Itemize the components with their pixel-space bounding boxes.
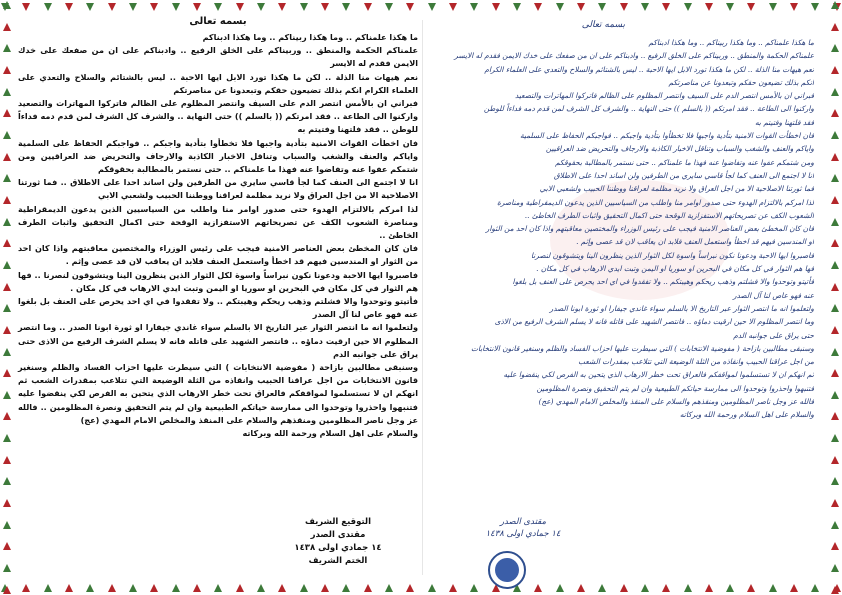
border-ornament (830, 0, 840, 10)
border-ornament (2, 152, 12, 162)
border-ornament (469, 583, 479, 593)
border-ornament (768, 2, 778, 12)
border-ornament (256, 2, 266, 12)
border-ornament (746, 583, 756, 593)
signature-line: مقتدى الصدر (310, 530, 366, 540)
border-ornament (746, 2, 756, 12)
border-ornament (213, 2, 223, 12)
border-ornament (830, 325, 840, 335)
border-ornament (384, 583, 394, 593)
border-ornament (299, 2, 309, 12)
border-ornament (2, 238, 12, 248)
border-ornament (597, 583, 607, 593)
border-ornament (427, 583, 437, 593)
border-ornament (2, 325, 12, 335)
border-ornament (830, 347, 840, 357)
border-ornament (43, 2, 53, 12)
border-ornament (704, 583, 714, 593)
border-ornament (830, 585, 840, 595)
handwritten-line: لذا امركم بالالتزام الهدوء حتى صدور اوامر منا واطلب من السياسيين الذين يدعون الديمقراطية ومناصرة (497, 197, 814, 207)
border-ornament (2, 108, 12, 118)
border-ornament (830, 390, 840, 400)
page-divider (422, 20, 423, 575)
border-ornament (107, 2, 117, 12)
border-ornament (2, 87, 12, 97)
typed-paragraph: فان كان المخطئ بعض العناصر الامنية فيجب على رئيس الوزراء والمختصين معاقبتهم واذا كان احد من الثوار او المندسين فيهم قد اخطأ واستعمل العنف فلابد ان يعاقب لان قد عصى وإثم . (18, 243, 418, 267)
border-ornament (2, 303, 12, 313)
border-ornament (830, 498, 840, 508)
handwritten-line: من اجل عراقنا الحبيب وانقاذه من الثلة الوضيعة التي تتلاعب بمقدرات الشعب (578, 357, 814, 367)
border-ornament (213, 583, 223, 593)
handwritten-letter (428, 16, 820, 581)
typed-paragraph: ولتعلموا انه ما انتصر الثوار عبر التاريخ الا بالسلم سواء غاندي جيفارا او ثورة ابونا الصدر .. وما انتصر المظلوم الا حين ارقيت دماؤه .. فانتصر الشهيد على قاتله فانه لا يسلم الشرف الرفيع من الاذى حتى يراق على جوانبه الدم (18, 322, 418, 359)
border-ornament (725, 583, 735, 593)
border-ornament (2, 347, 12, 357)
border-ornament (469, 2, 479, 12)
border-ornament (192, 583, 202, 593)
border-ornament (830, 217, 840, 227)
handwritten-line: علمناكم الحكمة والمنطق .. وربيناكم على الخلق الرفيع .. وادبناكم على ان من صفعك على خدك الايمن فقدم له الايسر (454, 51, 814, 61)
border-ornament (2, 173, 12, 183)
border-ornament (2, 433, 12, 443)
border-ornament (2, 43, 12, 53)
border-ornament (64, 583, 74, 593)
bottom-border (0, 581, 842, 595)
handwritten-line: فان كان المخطئ بعض العناصر الامنية فيجب على رئيس الوزراء والمختصين معاقبتهم واذا كان احد من الثوار (485, 224, 814, 234)
signature-line: ١٤ جمادي اولى ١٤٣٨ (485, 529, 561, 539)
border-ornament (2, 282, 12, 292)
handwritten-line: فأتيتو وتوحدوا والا فشلتم وذهب ريحكم وهيبتكم .. ولا تفقدوا في اي احد يحرص على العنف بل بلغوا (512, 277, 814, 287)
border-ornament (2, 368, 12, 378)
border-ornament (43, 583, 53, 593)
handwritten-line: ما هكذا علمناكم .. وما هكذا ربيناكم .. وما هكذا ادبناكم (648, 38, 814, 47)
handwritten-line: او المندسين فيهم قد اخطأ واستعمل العنف فلابد ان يعاقب لان قد عصى وإثم . (576, 237, 814, 247)
border-ornament (619, 2, 629, 12)
signature-line: مقتدى الصدر (499, 517, 547, 527)
border-ornament (64, 2, 74, 12)
border-ornament (830, 22, 840, 32)
border-ornament (830, 368, 840, 378)
border-ornament (2, 217, 12, 227)
border-ornament (661, 583, 671, 593)
border-ornament (640, 2, 650, 12)
border-ornament (363, 583, 373, 593)
border-ornament (491, 2, 501, 12)
border-ornament (2, 563, 12, 573)
border-ornament (555, 2, 565, 12)
typed-paragraph: لذا امركم بالالتزام الهدوء حتى صدور اوامر منا واطلب من السياسيين الذين يدعون الديمقراطية ومناصرة الشعوب الكف عن تصريحاتهم الاستفزازية الوقحة حتى اكمال التحقيق واثبات الطرف الخاطئ .. (18, 203, 418, 241)
border-ornament (2, 0, 12, 10)
border-ornament (427, 2, 437, 12)
typed-letter (18, 16, 418, 581)
border-ornament (830, 65, 840, 75)
handwritten-line: فها هم الثوار في كل مكان في البحرين او سوريا او اليمن وتبت ايدي الارهاب في كل مكان . (536, 264, 814, 274)
border-ornament (533, 2, 543, 12)
handwritten-line: الشعوب الكف عن تصريحاتهم الاستفزازية الوقحة حتى اكمال التحقيق واثبات الطرف الخاطئ .. (524, 210, 814, 220)
border-ornament (107, 583, 117, 593)
border-ornament (2, 390, 12, 400)
border-ornament (2, 585, 12, 595)
border-ornament (341, 2, 351, 12)
border-ornament (2, 520, 12, 530)
border-ornament (2, 195, 12, 205)
border-ornament (448, 583, 458, 593)
border-ornament (2, 260, 12, 270)
border-ornament (683, 583, 693, 593)
border-ornament (830, 173, 840, 183)
border-ornament (830, 43, 840, 53)
border-ornament (683, 2, 693, 12)
border-ornament (2, 455, 12, 465)
border-ornament (277, 583, 287, 593)
border-ornament (363, 2, 373, 12)
border-ornament (149, 583, 159, 593)
border-ornament (341, 583, 351, 593)
border-ornament (2, 22, 12, 32)
border-ornament (830, 541, 840, 551)
border-ornament (830, 260, 840, 270)
border-ornament (576, 2, 586, 12)
typed-heading: بسمه تعالى (189, 16, 247, 27)
border-ornament (320, 583, 330, 593)
handwritten-body (432, 36, 814, 422)
handwritten-line: انكم بذلك تضيعون حقكم وتبعدونا عن مناصرتكم (668, 77, 814, 87)
border-ornament (171, 2, 181, 12)
signature-line: ١٤ جمادي اولى ١٤٣٨ (294, 543, 382, 553)
border-ornament (171, 583, 181, 593)
border-ornament (21, 2, 31, 12)
handwritten-line: ومن شتمكم عفوا عنه وتفاضوا عنه فهذا ما علمناكم .. حتى نستمر بالمطالبة بحقوقكم (555, 157, 814, 167)
border-ornament (830, 195, 840, 205)
border-ornament (661, 2, 671, 12)
signature-line: التوقيع الشريف (304, 517, 372, 527)
border-ornament (619, 583, 629, 593)
typed-signature (268, 516, 408, 568)
border-ornament (2, 541, 12, 551)
border-ornament (830, 282, 840, 292)
typed-paragraph: وسنبقى مطالبين بازاحة ( مفوضية الانتخابات ) التي سيطرت عليها احزاب الفساد والظلم وسنغير قانون الانتخابات من اجل عراقنا الحبيب وانقاذه من الثلة الوضيعة التي تتلاعب بمقدرات الشعب ثم انهكم ان لا تستسلموا لمواقفكم فالعراق تحت خطر الارهاب الذي يتحين به الفرص لكي ينقضوا عليه فتنبهوا واحذروا وتوحدوا الى ممارسة حياتكم الطبيعية وان لم يتم التحقيق ونصرة المظلومين .. فالله عز وجل ناصر المظلومين ومنقذهم والسلام على المنقذ والمخلص الامام المهدي (عج) (18, 362, 418, 425)
border-ornament (768, 583, 778, 593)
border-ornament (149, 2, 159, 12)
typed-paragraph: فبراني ان بالأمس انتصر الدم على السيف وانتصر المظلوم على الظالم فاتركوا المهاترات والتصعيد واركنوا الى الطاعة .. فقد امرتكم (( بالسلم )) حتى النهاية .. والشرف كل الشرف لمن قدم دمه فداءاً للوطن .. فقد فلتهنا وفتيتم به (18, 98, 418, 135)
border-ornament (830, 520, 840, 530)
border-ornament (830, 476, 840, 486)
handwritten-line: ثم انهكم ان لا تستسلموا لمواقفكم فالعراق تحت خطر الارهاب الذي يتحين به الفرص لكي ينقضوا عليه (503, 370, 814, 380)
signature-line: الختم الشريف (308, 556, 368, 566)
border-ornament (235, 2, 245, 12)
border-ornament (2, 130, 12, 140)
border-ornament (320, 2, 330, 12)
typed-paragraph: علمناكم الحكمة والمنطق .. وربيناكم على الخلق الرفيع .. وادبناكم على ان من صفعك على خدك الايمن فقدم له الايسر (18, 45, 418, 69)
handwritten-line: انا لا اجتمع الى العنف كما لجأ قاسي سايري من الطرفين ولن اساند احدا على الاطلاق (553, 170, 814, 180)
border-ornament (555, 583, 565, 593)
top-border (0, 0, 842, 14)
handwritten-line: والسلام على اهل السلام ورحمة الله وبركاته (679, 410, 814, 420)
border-ornament (85, 2, 95, 12)
typed-paragraph: انا لا اجتمع الى العنف كما لجأ قاسي سايري من الطرفين ولن اساند احدا على الاطلاق .. فما ثورتنا الاصلاحية الا من اجل العراق ولا نريد مظلمة لعراقنا ووطننا الحبيب ولشعبي الابي (18, 177, 418, 201)
border-ornament (830, 130, 840, 140)
border-ornament (830, 411, 840, 421)
border-ornament (830, 433, 840, 443)
handwritten-line: فما ثورتنا الاصلاحية الا من اجل العراق ولا نريد مظلمة لعراقنا ووطننا الحبيب ولشعبي الابي (539, 184, 814, 194)
border-ornament (85, 583, 95, 593)
border-ornament (2, 411, 12, 421)
typed-paragraph: فأتيتو وتوحدوا والا فشلتم وذهب ريحكم وهيبتكم .. ولا تفقدوا في اي احد يحرص على العنف بل بلغوا عنه فهو عاص لنا آل الصدر (18, 296, 418, 320)
border-ornament (235, 583, 245, 593)
border-ornament (640, 583, 650, 593)
border-ornament (405, 583, 415, 593)
left-border (0, 0, 14, 595)
border-ornament (512, 2, 522, 12)
handwritten-line: واركنوا الى الطاعة .. فقد امرتكم (( بالسلم )) حتى النهاية .. والشرف كل الشرف لمن قدم دمه فداءاً للوطن (483, 104, 814, 114)
handwritten-line: فقد فلتهنا وفتيتم به (754, 117, 814, 127)
border-ornament (789, 2, 799, 12)
handwritten-line: نعم هيهات منا الذلة .. لكن ما هكذا تورد الابل ايها الاحبة .. ليس بالشتائم والسلاح والتعدي على العلماء الكرام (484, 64, 814, 74)
right-border (828, 0, 842, 595)
border-ornament (830, 455, 840, 465)
seal-stamp (488, 551, 526, 589)
border-ornament (576, 583, 586, 593)
border-ornament (704, 2, 714, 12)
typed-paragraph: والسلام على اهل السلام ورحمة الله وبركاته (242, 428, 418, 439)
border-ornament (299, 583, 309, 593)
border-ornament (725, 2, 735, 12)
handwritten-line: فان اخطأت القوات الامنية بتأدية واجبها فلا تخطأوا بتأدية واجبكم .. فواجبكم الحفاظ على السلمية (519, 131, 814, 141)
handwritten-line: فتنبهوا واحذروا وتوحدوا الى ممارسة حياتكم الطبيعية وان لم يتم التحقيق ونصرة المظلومين (536, 383, 814, 393)
handwritten-signature (468, 516, 578, 540)
handwritten-line: وسنبقى مطالبين بازاحة ( مفوضية الانتخابات ) التي سيطرت عليها احزاب الفساد والظلم وسنغير قانون الانتخابات (471, 343, 814, 353)
handwritten-line: فبراني ان بالأمس انتصر الدم على السيف وانتصر المظلوم على الظالم فاتركوا المهاترات والتصعيد (515, 91, 814, 101)
typed-body (18, 31, 418, 440)
handwritten-line: عنه فهو عاص لنا آل الصدر (732, 290, 814, 300)
handwritten-line: واياكم والعنف والشغب والسباب وتناقل الاخبار الكاذبة والارجاف والتحريض ضد العراقيين (545, 144, 814, 154)
border-ornament (810, 2, 820, 12)
border-ornament (830, 238, 840, 248)
handwritten-line: ولتعلموا انه ما انتصر الثوار عبر التاريخ الا بالسلم سواء غاندي جيفارا او ثورة ابونا الصدر (549, 303, 814, 313)
typed-paragraph: فاصبروا ايها الاحبة ودعونا نكون نبراساً واسوة لكل الثوار الذين ينظرون الينا ويتشوقون لنصرنا .. فها هم الثوار في كل مكان في البحرين او سوريا او اليمن وتبت ايدي الارهاب في كل مكان . (18, 269, 418, 293)
handwritten-line: حتى يراق على جوانبه الدم (733, 330, 814, 340)
border-ornament (830, 87, 840, 97)
border-ornament (830, 152, 840, 162)
border-ornament (2, 476, 12, 486)
border-ornament (810, 583, 820, 593)
border-ornament (448, 2, 458, 12)
border-ornament (21, 583, 31, 593)
typed-paragraph: فان اخطأت القوات الامنية بتأدية واجبها فلا تخطأوا بتأدية واجبكم .. فواجبكم الحفاظ على السلمية واياكم والعنف والشغب والسباب وتناقل الاخبار الكاذبة والارجاف والتحريض ضد العراقيين ومن شتمكم عفوا عنه وتفاضوا عنه فهذا ما علمناكم .. حتى نستمر بالمطالبة بحقوقكم (18, 137, 418, 175)
typed-paragraph: ما هكذا علمناكم .. وما هكذا ربيناكم .. وما هكذا ادبناكم (202, 32, 418, 42)
border-ornament (830, 563, 840, 573)
border-ornament (192, 2, 202, 12)
handwritten-heading: بسمه تعالى (581, 20, 625, 30)
typed-paragraph: نعم هيهات منا الذلة .. لكن ما هكذا تورد الابل ايها الاحبة .. ليس بالشتائم والسلاح والتعدي على العلماء الكرام انكم بذلك تضيعون حقكم وتبعدونا عن مناصرتكم (18, 71, 418, 95)
border-ornament (128, 583, 138, 593)
border-ornament (830, 108, 840, 118)
border-ornament (2, 65, 12, 75)
handwritten-line: فالله عز وجل ناصر المظلومين ومنقذهم والسلام على المنقذ والمخلص الامام المهدي (عج) (538, 397, 814, 407)
handwritten-line: فاصبروا ايها الاحبة ودعونا نكون نبراساً واسوة لكل الثوار الذين ينظرون الينا ويتشوقون لنصرنا (530, 250, 814, 260)
border-ornament (128, 2, 138, 12)
border-ornament (277, 2, 287, 12)
border-ornament (597, 2, 607, 12)
border-ornament (384, 2, 394, 12)
border-ornament (2, 498, 12, 508)
border-ornament (405, 2, 415, 12)
border-ornament (830, 303, 840, 313)
border-ornament (533, 583, 543, 593)
border-ornament (789, 583, 799, 593)
handwritten-line: وما انتصر المظلوم الا حين ارقيت دماؤه .. فانتصر الشهيد على قاتله فانه لا يسلم الشرف الرفيع من الاذى (494, 317, 814, 327)
border-ornament (256, 583, 266, 593)
